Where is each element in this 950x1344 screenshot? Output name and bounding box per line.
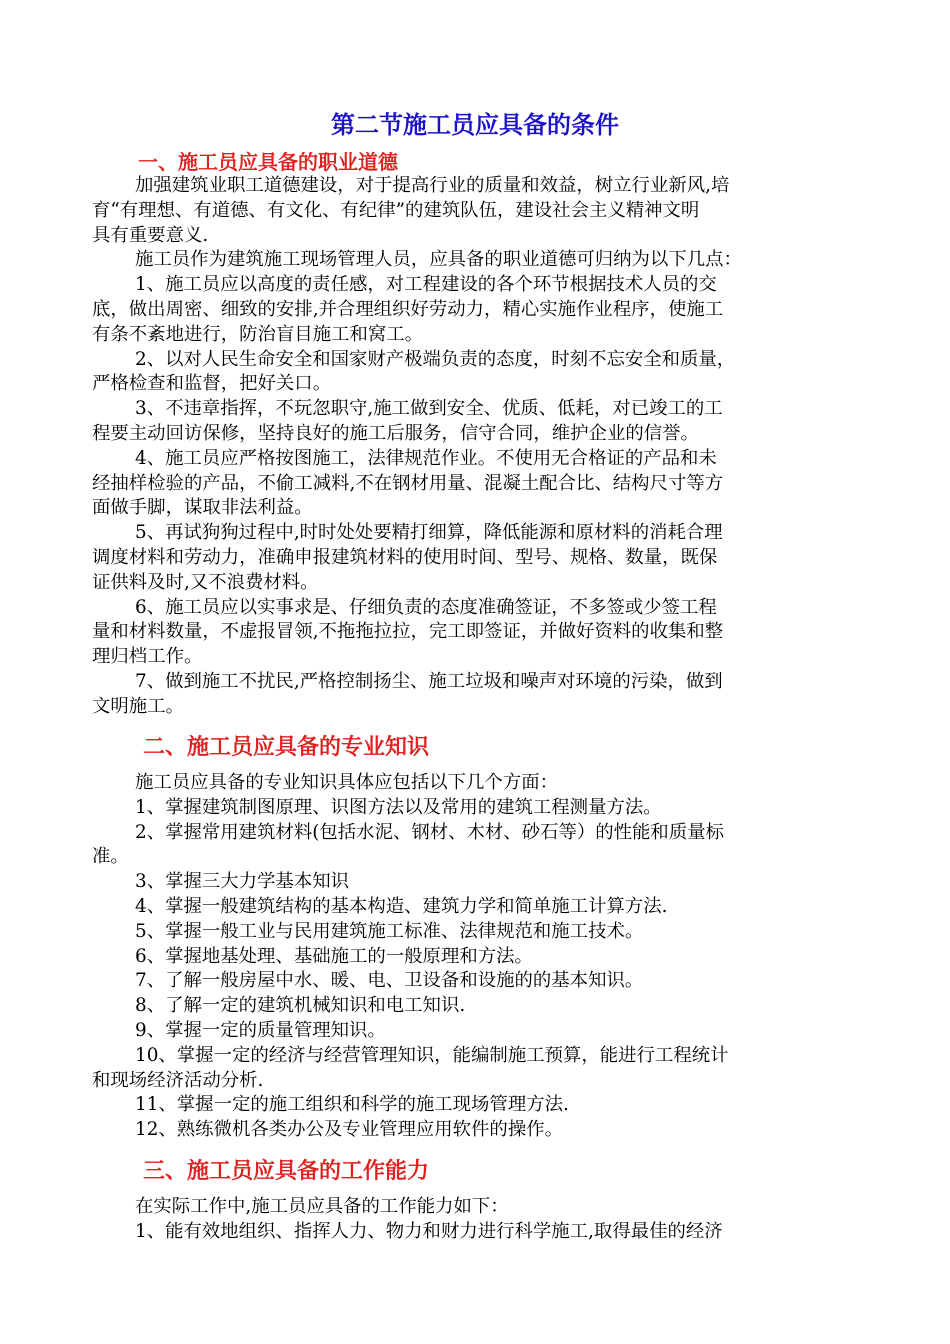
paragraph-line: 12、熟练微机各类办公及专业管理应用软件的操作。	[135, 1119, 563, 1141]
paragraph-line: 施工员作为建筑施工现场管理人员，应具备的职业道德可归纳为以下几点：	[135, 249, 742, 271]
paragraph-line: 10、掌握一定的经济与经营管理知识，能编制施工预算，能进行工程统计	[135, 1044, 729, 1066]
paragraph-line: 2、以对人民生命安全和国家财产极端负责的态度，时刻不忘安全和质量，	[135, 348, 736, 370]
paragraph-line: 2、掌握常用建筑材料(包括水泥、钢材、木材、砂石等）的性能和质量标	[135, 821, 724, 843]
paragraph	[92, 1019, 862, 1044]
paragraph-line: 8、了解一定的建筑机械知识和电工知识.	[135, 995, 466, 1017]
paragraph-line: 3、掌握三大力学基本知识	[135, 871, 349, 893]
paragraph-line: 11、掌握一定的施工组织和科学的施工现场管理方法.	[135, 1094, 569, 1116]
section-body-ability	[92, 1195, 862, 1245]
paragraph-line: 经抽样检验的产品，不偷工减料,不在钢材用量、混凝土配合比、结构尺寸等方	[92, 472, 724, 494]
paragraph	[92, 1118, 862, 1143]
paragraph-line: 4、掌握一般建筑结构的基本构造、建筑力学和简单施工计算方法.	[135, 895, 668, 917]
paragraph-line: 面做手脚，谋取非法利益。	[92, 497, 313, 519]
paragraph	[92, 174, 862, 248]
paragraph-line: 3、不违章指挥，不玩忽职守,施工做到安全、优质、低耗，对已竣工的工	[135, 398, 723, 420]
paragraph-line: 严格检查和监督，把好关口。	[92, 373, 332, 395]
paragraph	[92, 969, 862, 994]
paragraph-line: 1、掌握建筑制图原理、识图方法以及常用的建筑工程测量方法。	[135, 796, 662, 818]
paragraph-line: 文明施工。	[92, 695, 184, 717]
paragraph	[92, 945, 862, 970]
paragraph	[92, 447, 862, 521]
paragraph-line: 施工员应具备的专业知识具体应包括以下几个方面：	[135, 772, 558, 793]
paragraph	[92, 870, 862, 895]
paragraph-line: 量和材料数量，不虚报冒领,不拖拖拉拉，完工即签证，并做好资料的收集和整	[92, 621, 724, 643]
paragraph-line: 7、了解一般房屋中水、暖、电、卫设备和设施的的基本知识。	[135, 970, 644, 992]
section-heading-knowledge: 二、施工员应具备的专业知识	[143, 735, 430, 760]
paragraph	[92, 796, 862, 821]
paragraph	[92, 1044, 862, 1094]
paragraph	[92, 920, 862, 945]
paragraph-line: 5、再试狗狗过程中,时时处处要精打细算，降低能源和原材料的消耗合理	[135, 522, 723, 544]
paragraph-line: 具有重要意义.	[92, 224, 209, 246]
section-body-ethics	[92, 174, 862, 720]
paragraph	[92, 248, 862, 273]
paragraph	[92, 670, 862, 720]
paragraph	[92, 348, 862, 398]
paragraph	[92, 994, 862, 1019]
paragraph-line: 5、掌握一般工业与民用建筑施工标准、法律规范和施工技术。	[135, 920, 644, 942]
paragraph-line: 7、做到施工不扰民,严格控制扬尘、施工垃圾和噪声对环境的污染，做到	[135, 670, 723, 692]
paragraph-line: 6、掌握地基处理、基础施工的一般原理和方法。	[135, 945, 533, 967]
paragraph	[92, 771, 862, 796]
paragraph	[92, 1220, 862, 1245]
paragraph	[92, 1195, 862, 1220]
paragraph-line: 理归档工作。	[92, 646, 203, 668]
paragraph-line: 4、施工员应严格按图施工，法律规范作业。不使用无合格证的产品和未	[135, 447, 717, 469]
paragraph	[92, 521, 862, 595]
paragraph-line: 9、掌握一定的质量管理知识。	[135, 1019, 386, 1041]
paragraph	[92, 821, 862, 871]
paragraph-line: 在实际工作中,施工员应具备的工作能力如下：	[135, 1196, 509, 1217]
paragraph-line: 有条不紊地进行，防治盲目施工和窝工。	[92, 323, 424, 345]
paragraph-line: 1、能有效地组织、指挥人力、物力和财力进行科学施工,取得最佳的经济	[135, 1220, 723, 1242]
paragraph	[92, 596, 862, 670]
paragraph-line: 6、施工员应以实事求是、仔细负责的态度准确签证，不多签或少签工程	[135, 596, 717, 618]
paragraph-line: 底，做出周密、细致的安排,并合理组织好劳动力，精心实施作业程序，使施工	[92, 298, 724, 320]
paragraph	[92, 397, 862, 447]
section-heading-ethics: 一、施工员应具备的职业道德	[138, 150, 398, 174]
paragraph-line: 和现场经济活动分析.	[92, 1069, 264, 1091]
paragraph	[92, 1093, 862, 1118]
paragraph-line: 调度材料和劳动力，准确申报建筑材料的使用时间、型号、规格、数量，既保	[92, 546, 718, 568]
paragraph-line: 准。	[92, 846, 129, 868]
paragraph-line: 程要主动回访保修，坚持良好的施工后服务，信守合同，维护企业的信誉。	[92, 422, 699, 444]
paragraph-line: 1、施工员应以高度的责任感，对工程建设的各个环节根据技术人员的交	[135, 274, 717, 296]
paragraph-line: 育“有理想、有道德、有文化、有纪律”的建筑队伍，建设社会主义精神文明	[92, 199, 700, 221]
paragraph-line: 加强建筑业职工道德建设，对于提高行业的质量和效益，树立行业新风,培	[135, 175, 730, 196]
paragraph-line: 证供料及时,又不浪费材料。	[92, 571, 319, 593]
section-body-knowledge	[92, 771, 862, 1143]
paragraph	[92, 895, 862, 920]
page-title: 第二节施工员应具备的条件	[331, 111, 619, 139]
section-heading-ability: 三、施工员应具备的工作能力	[143, 1159, 430, 1184]
paragraph	[92, 273, 862, 347]
